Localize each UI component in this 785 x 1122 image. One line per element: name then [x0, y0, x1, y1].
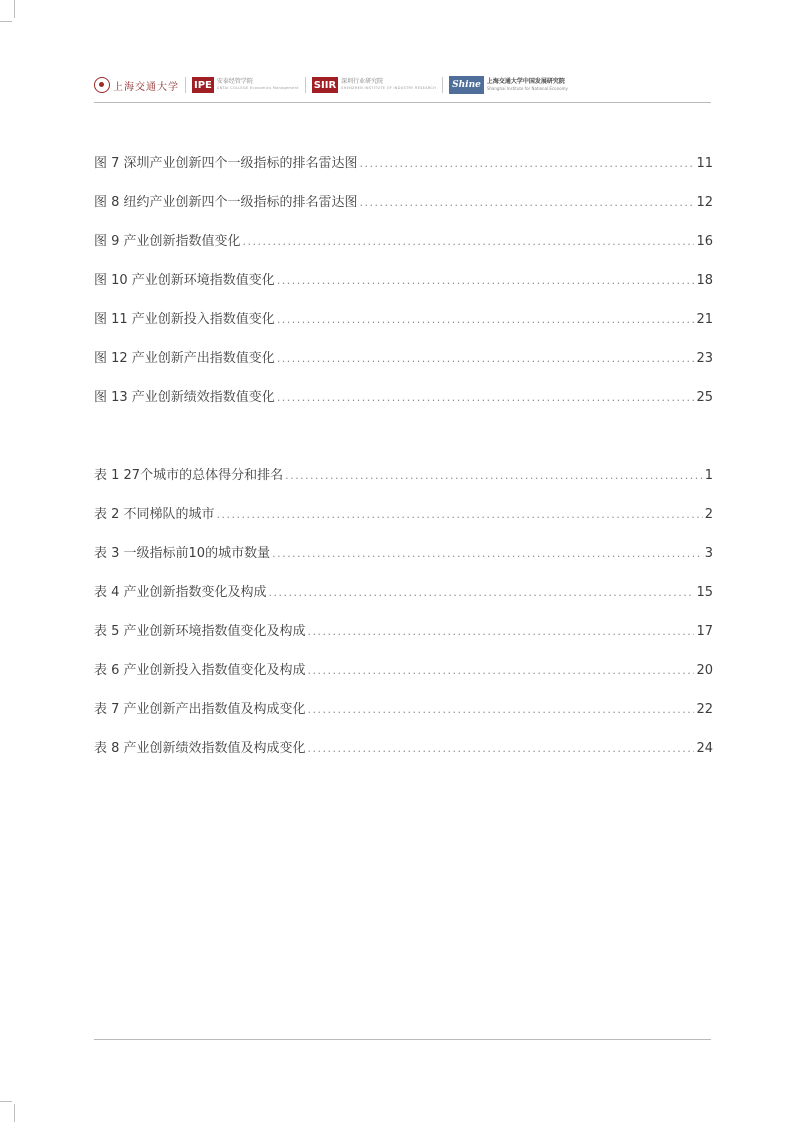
dot-leader	[272, 544, 703, 564]
toc-entry-figure[interactable]	[94, 193, 713, 232]
industry-institute-mark-icon: SIIR	[312, 77, 338, 93]
logo-divider	[305, 77, 306, 93]
toc-entry-table[interactable]	[94, 622, 713, 661]
toc-entry-page: 15	[696, 585, 713, 600]
figure-list	[94, 154, 713, 427]
toc-entry-page: 2	[704, 507, 713, 522]
logo-shine-text: 上海交通大学中国发展研究院 Shanghai Institute for National Economy	[486, 78, 568, 91]
dot-leader	[277, 310, 695, 330]
toc-entry-page: 25	[696, 390, 713, 405]
dot-leader	[308, 739, 695, 759]
toc-entry-label: 表 4 产业创新指数变化及构成	[94, 585, 267, 600]
toc-entry-label: 图 9 产业创新指数值变化	[94, 234, 241, 249]
logo-industry-institute-text: 深圳行业研究院 SHENZHEN INSTITUTE OF INDUSTRY RESEARCH	[341, 78, 437, 90]
toc-entry-table[interactable]	[94, 583, 713, 622]
toc-entry-page: 24	[696, 741, 713, 756]
shine-mark-icon: Shine	[449, 76, 484, 94]
toc-entry-table[interactable]	[94, 700, 713, 739]
header-logos	[94, 74, 568, 96]
toc-entry-table[interactable]	[94, 661, 713, 700]
antai-mark-icon: IPE	[192, 77, 214, 93]
toc-entry-page: 1	[704, 468, 713, 483]
toc-entry-table[interactable]	[94, 544, 713, 583]
toc-entry-figure[interactable]	[94, 232, 713, 271]
toc-entry-table[interactable]	[94, 739, 713, 778]
toc-entry-label: 表 1 27个城市的总体得分和排名	[94, 468, 284, 483]
dot-leader	[360, 193, 695, 213]
toc-entry-label: 表 2 不同梯队的城市	[94, 507, 215, 522]
dot-leader	[360, 154, 695, 174]
toc-entry-page: 12	[696, 195, 713, 210]
toc-entry-label: 图 8 纽约产业创新四个一级指标的排名雷达图	[94, 195, 358, 210]
dot-leader	[243, 232, 695, 252]
crop-mark-bottom-left-horizontal	[0, 1101, 12, 1102]
logo-shine	[449, 76, 568, 94]
toc-entry-label: 表 6 产业创新投入指数值变化及构成	[94, 663, 306, 678]
university-seal-icon	[94, 77, 110, 93]
dot-leader	[277, 349, 695, 369]
dot-leader	[277, 388, 695, 408]
toc-entry-page: 22	[696, 702, 713, 717]
toc-entry-page: 20	[696, 663, 713, 678]
logo-antai	[192, 77, 299, 93]
logo-sjtu	[94, 77, 179, 93]
dot-leader	[217, 505, 703, 525]
toc-entry-label: 表 3 一级指标前10的城市数量	[94, 546, 271, 561]
toc-entry-label: 图 10 产业创新环境指数值变化	[94, 273, 275, 288]
dot-leader	[308, 622, 695, 642]
table-list	[94, 466, 713, 778]
logo-industry-institute	[312, 77, 436, 93]
crop-mark-bottom-left-vertical	[14, 1104, 15, 1122]
toc-entry-page: 21	[696, 312, 713, 327]
toc-entry-label: 图 13 产业创新绩效指数值变化	[94, 390, 275, 405]
toc-entry-figure[interactable]	[94, 349, 713, 388]
toc-entry-page: 16	[696, 234, 713, 249]
logo-antai-text: 安泰经管学院 ANTAI COLLEGE Economics Management	[216, 78, 299, 90]
toc-entry-page: 11	[696, 156, 713, 171]
toc-entry-label: 图 11 产业创新投入指数值变化	[94, 312, 275, 327]
toc-entry-label: 表 8 产业创新绩效指数值及构成变化	[94, 741, 306, 756]
crop-mark-top-left-vertical	[14, 0, 15, 18]
toc-entry-figure[interactable]	[94, 310, 713, 349]
footer-divider	[94, 1039, 711, 1040]
toc-entry-page: 3	[704, 546, 713, 561]
toc-entry-label: 表 5 产业创新环境指数值变化及构成	[94, 624, 306, 639]
toc-entry-figure[interactable]	[94, 154, 713, 193]
toc-entry-label: 表 7 产业创新产出指数值及构成变化	[94, 702, 306, 717]
header-divider	[94, 102, 711, 103]
dot-leader	[308, 661, 695, 681]
logo-sjtu-text: 上海交通大学	[113, 81, 179, 93]
toc-entry-label: 图 12 产业创新产出指数值变化	[94, 351, 275, 366]
dot-leader	[277, 271, 695, 291]
toc-entry-figure[interactable]	[94, 388, 713, 427]
toc-entry-label: 图 7 深圳产业创新四个一级指标的排名雷达图	[94, 156, 358, 171]
crop-mark-top-left-horizontal	[0, 21, 12, 22]
toc-entry-page: 17	[696, 624, 713, 639]
toc-entry-figure[interactable]	[94, 271, 713, 310]
logo-divider	[442, 77, 443, 93]
toc-entry-table[interactable]	[94, 505, 713, 544]
toc-entry-table[interactable]	[94, 466, 713, 505]
toc-entry-page: 18	[696, 273, 713, 288]
logo-divider	[185, 77, 186, 93]
dot-leader	[269, 583, 695, 603]
dot-leader	[285, 466, 703, 486]
dot-leader	[308, 700, 695, 720]
toc-entry-page: 23	[696, 351, 713, 366]
